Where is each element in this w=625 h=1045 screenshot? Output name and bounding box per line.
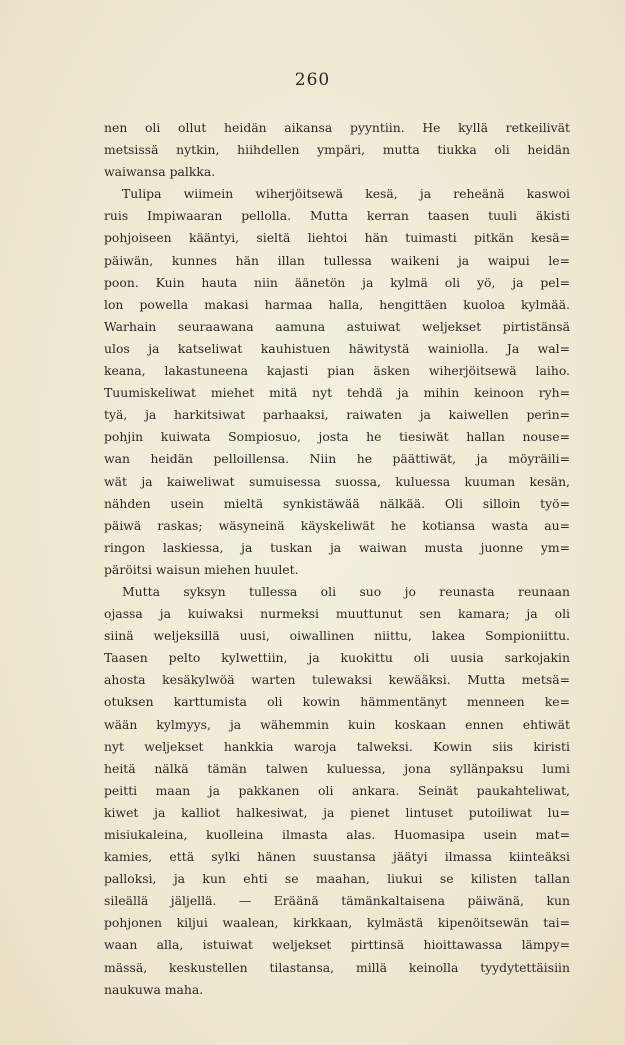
body-text: [104, 117, 570, 1001]
text-line: ahosta kesäkylwöä warten tulewaksi kewääksi. Mutta metsä=: [104, 672, 570, 688]
paragraph: [104, 117, 570, 183]
text-line: nen oli ollut heidän aikansa pyyntiin. He kyllä retkeilivät: [104, 120, 570, 135]
text-line: wan heidän pelloillensa. Niin he päättiwät, ja möyräili=: [104, 451, 570, 467]
text-line: Taasen pelto kylwettiin, ja kuokittu oli uusia sarkojakin: [104, 650, 570, 666]
text-line: peitti maan ja pakkanen oli ankara. Seinät paukahteliwat,: [104, 782, 570, 798]
text-line: Warhain seuraawana aamuna astuiwat weljekset pirtistänsä: [104, 318, 570, 334]
text-line: Tulipa wiimein wiherjöitsewä kesä, ja reheänä kaswoi: [122, 186, 570, 202]
text-line: pohjoiseen kääntyi, sieltä liehtoi hän tuimasti pitkän kesä=: [104, 230, 570, 246]
text-line: tyä, ja harkitsiwat parhaaksi, raiwaten ja kaiwellen perin=: [104, 407, 570, 423]
text-line: päiwä raskas; wäsyneinä käyskeliwät he kotiansa wasta au=: [104, 517, 570, 533]
text-line: waan alla, istuiwat weljekset pirttinsä hioittawassa lämpy=: [104, 937, 570, 953]
text-line: nyt weljekset hankkia waroja talweksi. Kowin siis kiristi: [104, 738, 570, 754]
text-line: otuksen karttumista oli kowin hämmentänyt menneen ke=: [104, 694, 570, 710]
text-line: ulos ja katseliwat kauhistuen häwitystä wainiolla. Ja wal=: [104, 340, 570, 356]
text-line: sileällä jäljellä. — Eräänä tämänkaltaisena päiwänä, kun: [104, 893, 570, 909]
page-number: 260: [294, 70, 331, 90]
text-line: wät ja kaiweliwat sumuisessa suossa, kuluessa kuuman kesän,: [104, 473, 570, 489]
text-line: ojassa ja kuiwaksi nurmeksi muuttunut sen kamara; ja oli: [104, 606, 570, 622]
text-line: wään kylmyys, ja wähemmin kuin koskaan ennen ehtiwät: [104, 716, 570, 732]
text-line: nähden usein mieltä synkistäwää nälkää. Oli silloin työ=: [104, 495, 570, 511]
text-line: päröitsi waisun miehen huulet.: [104, 561, 299, 577]
text-line: pohjin kuiwata Sompiosuo, josta he tiesiwät hallan nouse=: [104, 429, 570, 445]
paragraph: [104, 183, 570, 581]
text-line: naukuwa maha.: [104, 981, 204, 997]
text-line: poon. Kuin hauta niin äänetön ja kylmä oli yö, ja pel=: [104, 274, 570, 290]
text-line: heitä nälkä tämän talwen kuluessa, jona syllänpaksu lumi: [104, 760, 570, 776]
text-line: kamies, että sylki hänen suustansa jäätyi ilmassa kiinteäksi: [104, 849, 570, 865]
text-line: keana, lakastuneena kajasti pian äsken wiherjöitsewä laiho.: [104, 363, 570, 379]
paragraph: [104, 581, 570, 1001]
text-line: metsissä nytkin, hiihdellen ympäri, mutta tiukka oli heidän: [104, 142, 570, 158]
text-line: lon powella makasi harmaa halla, hengittäen kuoloa kylmää.: [104, 296, 570, 312]
text-line: kiwet ja kalliot halkesiwat, ja pienet lintuset putoiliwat lu=: [104, 804, 570, 820]
text-line: palloksi, ja kun ehti se maahan, liukui se kilisten tallan: [104, 871, 570, 887]
text-line: Mutta syksyn tullessa oli suo jo reunasta reunaan: [122, 583, 570, 599]
text-line: pohjonen kiljui waalean, kirkkaan, kylmästä kipenöitsewän tai=: [104, 915, 570, 931]
text-line: Tuumiskeliwat miehet mitä nyt tehdä ja mihin keinoon ryh=: [104, 385, 570, 401]
text-line: siinä weljeksillä uusi, oiwallinen niittu, lakea Sompioniittu.: [104, 628, 570, 644]
text-line: päiwän, kunnes hän illan tullessa waikeni ja waipui le=: [104, 252, 570, 268]
text-line: waiwansa palkka.: [104, 164, 216, 180]
text-line: ruis Impiwaaran pellolla. Mutta kerran taasen tuuli äkisti: [104, 208, 570, 224]
text-line: mässä, keskustellen tilastansa, millä keinolla tyydytettäisiin: [104, 959, 570, 975]
text-line: misiukaleina, kuolleina ilmasta alas. Huomasipa usein mat=: [104, 827, 570, 842]
text-line: ringon laskiessa, ja tuskan ja waiwan musta juonne ym=: [104, 539, 570, 555]
